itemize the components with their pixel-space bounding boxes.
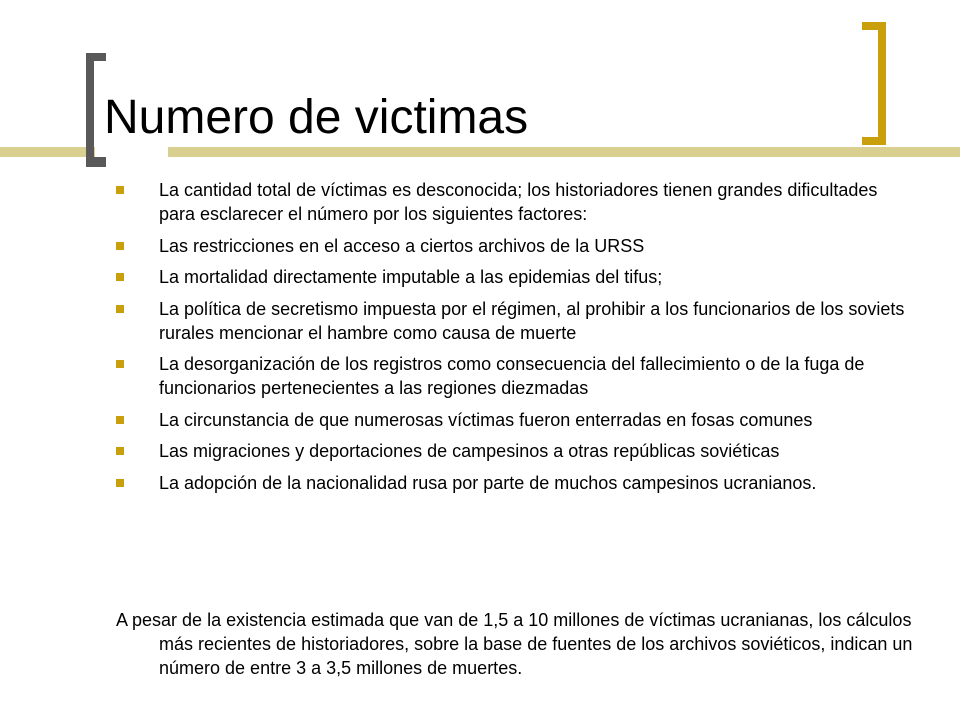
square-bullet-icon [116,305,124,313]
title-rule-right [168,147,960,157]
square-bullet-icon [116,416,124,424]
square-bullet-icon [116,360,124,368]
square-bullet-icon [116,242,124,250]
bullet-item: La cantidad total de víctimas es desconocida; los historiadores tienen grandes dificultades para esclarecer el número por los siguientes factores: [116,178,906,226]
bullet-item: Las migraciones y deportaciones de campesinos a otras repúblicas soviéticas [116,439,906,463]
left-bracket-decoration-lower [86,157,106,167]
summary-paragraph: A pesar de la existencia estimada que van de 1,5 a 10 millones de víctimas ucranianas, los cálculos más recientes de historiadores, sobre la base de fuentes de los archivos soviéticos, indican un número de entre 3 a 3,5 millones de muertes. [116,610,913,678]
right-bracket-decoration [862,22,886,145]
bullet-item: La desorganización de los registros como consecuencia del fallecimiento o de la fuga de funcionarios pertenecientes a las regiones diezmadas [116,352,906,400]
bullet-item: La política de secretismo impuesta por el régimen, al prohibir a los funcionarios de los soviets rurales mencionar el hambre como causa de muerte [116,297,906,345]
left-bracket-decoration [86,53,106,165]
bullet-item: La mortalidad directamente imputable a las epidemias del tifus; [116,265,906,289]
slide-title: Numero de victimas [104,91,529,144]
square-bullet-icon [116,447,124,455]
bullet-item: La adopción de la nacionalidad rusa por parte de muchos campesinos ucranianos. [116,471,906,495]
bullet-item: Las restricciones en el acceso a ciertos archivos de la URSS [116,234,906,258]
bullet-item: La circunstancia de que numerosas víctimas fueron enterradas en fosas comunes [116,408,906,432]
bullet-list [116,178,906,502]
title-rule-left [0,147,95,157]
square-bullet-icon [116,186,124,194]
square-bullet-icon [116,273,124,281]
square-bullet-icon [116,479,124,487]
